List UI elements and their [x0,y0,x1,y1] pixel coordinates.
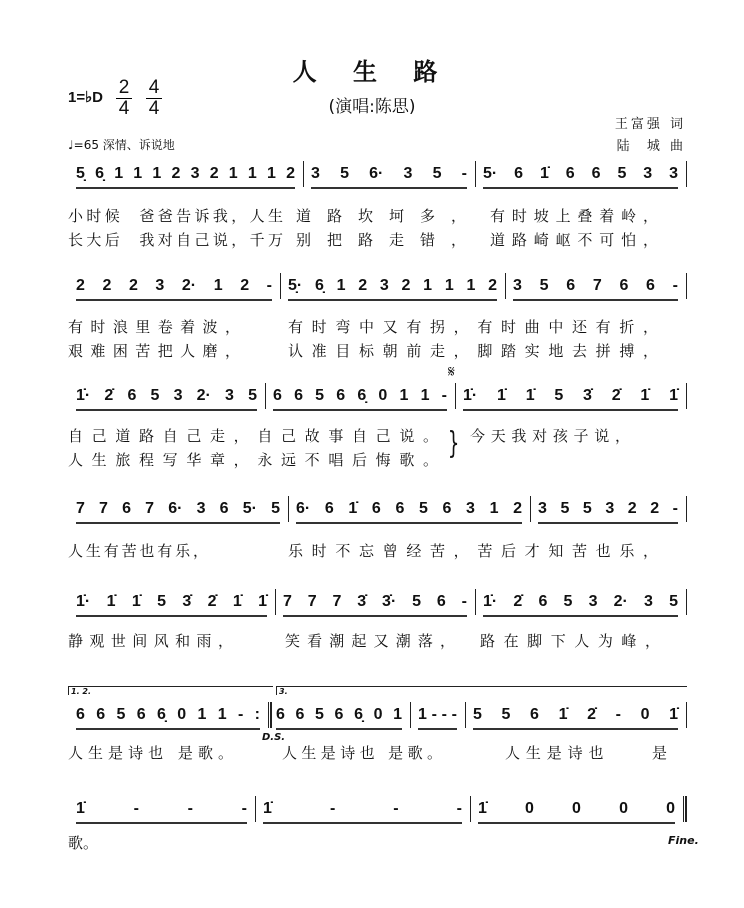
measure-notes: 1̇· 1̇ 1̇ 5 3̇ 2̇ 1̇ 1̇ [76,593,267,617]
measure-notes: 1̇· 2̇ 6 5 3 2· 3 5 [76,387,257,411]
bar-line [268,702,272,728]
bar-line [465,702,466,728]
bar-line [686,702,687,728]
bar-line [470,796,471,822]
measure-notes: 5· 6 1̇ 6 6 5 3 3 [483,165,678,189]
measure-notes: 2 2 2 3 2· 1 2 - [76,277,272,301]
lyric-line: 长大后 我对自己说，千万 [68,231,283,249]
lyric-line: 艰难困苦把人磨， [68,342,240,360]
bar-line [530,496,531,522]
lyric-line: 乐时不忘曾经苦，苦后才知苦也乐， [288,542,658,560]
bar-line [265,383,266,409]
bar-line [303,161,304,187]
singer-credit: (演唱:陈思) [328,97,416,117]
lyric-line: 人生旅程写华章，永远不唱后悔歌。 [68,451,438,469]
measure-notes: 5 5 6 1̇ 2̇ - 0 1̇ [473,706,678,730]
time-signature-4-4: $\frac{4}{4}$ [146,78,162,119]
measure-notes: 3 5 5 3 2 2 - [538,500,678,524]
lyric-line: 道路坎坷多， [296,207,466,225]
bar-line [475,589,476,615]
tempo-marking: ♩=65 深情、诉说地 [68,138,175,152]
lyric-line: 有时弯中又有拐，有时曲中还有折， [288,318,658,336]
bar-line [288,496,289,522]
measure-notes: 1̇ 0 0 0 0 [478,800,675,824]
lyric-line: 人生有苦也有乐， [68,542,208,560]
lyric-line: 有时浪里卷着波， [68,318,240,336]
lyric-line: 人生是诗也 是歌。 [68,744,233,762]
lyricist-credit: 王富强 词 [614,117,686,132]
measure-notes: 3 5 6· 3 5 - [311,165,467,189]
lyric-brace: } [447,426,460,461]
bar-line [505,273,506,299]
bar-line [686,589,687,615]
lyric-line: 小时候 爸爸告诉我，人生 [68,207,283,225]
lyric-line: 自己道路自己走，自己故事自己说。 [68,427,438,445]
lyric-line: 人生是诗也 是歌。 [282,744,442,762]
volta-bracket-2: 3. [276,686,687,695]
lyric-line: 别把路走错， [296,231,466,249]
measure-notes: 7 7 7 3̇ 3̇· 5 6 - [283,593,467,617]
bar-line [686,273,687,299]
bar-line [455,383,456,409]
measure-notes: 6 6 5 6 6̣ 0 1 1 - : [76,706,260,730]
bar-line [686,496,687,522]
measure-notes: 6· 6 1̇ 6 6 5 6 3 1 2 [296,500,522,524]
composer-credit: 陆 城 曲 [616,139,686,154]
measure-notes: 1̇ - - - [76,800,247,824]
lyric-line: 笑看潮起又潮落， [285,632,455,650]
lyric-line: 道路崎岖不可怕， [490,231,658,249]
lyric-line: 今天我对孩子说， [470,427,630,445]
lyric-line: 歌。 [68,834,99,852]
segno-sign: 𝄋 [448,362,455,381]
measure-notes: 1̇ - - - [263,800,462,824]
lyric-line: 有时坡上叠着岭， [490,207,658,225]
bar-line [475,161,476,187]
bar-line [275,589,276,615]
measure-notes: 6 6 5 6 6̣ 0 1 [276,706,402,730]
bar-line [686,383,687,409]
volta-bracket-1: 1. 2. [68,686,273,695]
key-signature: 1=♭D [68,89,104,106]
fine-marking: Fine. [668,834,699,847]
measure-notes: 1 - - - [418,706,457,730]
measure-notes: 5̣· 6̣ 1 2 3 2 1 1 1 2 [288,277,497,301]
bar-line [255,796,256,822]
lyric-line: 人生是诗也 是 [505,744,667,762]
lyric-line: 静观世间风和雨， [68,632,233,650]
bar-line [686,161,687,187]
lyric-line: 路在脚下人为峰， [480,632,660,650]
measure-notes: 1̇· 2̇ 6 5 3 2· 3 5 [483,593,678,617]
measure-notes: 7 7 6 7 6· 3 6 5· 5 [76,500,280,524]
lyric-line: 认准目标朝前走，脚踏实地去拼搏， [288,342,658,360]
time-signature-2-4: $\frac{2}{4}$ [116,78,132,119]
measure-notes: 3 5 6 7 6 6 - [513,277,678,301]
measure-notes: 5̣ 6̣ 1 1 1 2 3 2 1 1 1 2 [76,165,295,189]
bar-line [280,273,281,299]
measure-notes: 1̇· 1̇ 1̇ 5 3̇ 2̇ 1̇ 1̇ [463,387,678,411]
bar-line [683,796,687,822]
measure-notes: 6 6 5 6 6̣ 0 1 1 - [273,387,447,411]
song-title: 人 生 路 [292,58,452,86]
ds-marking: D.S. [262,732,286,743]
bar-line [410,702,411,728]
